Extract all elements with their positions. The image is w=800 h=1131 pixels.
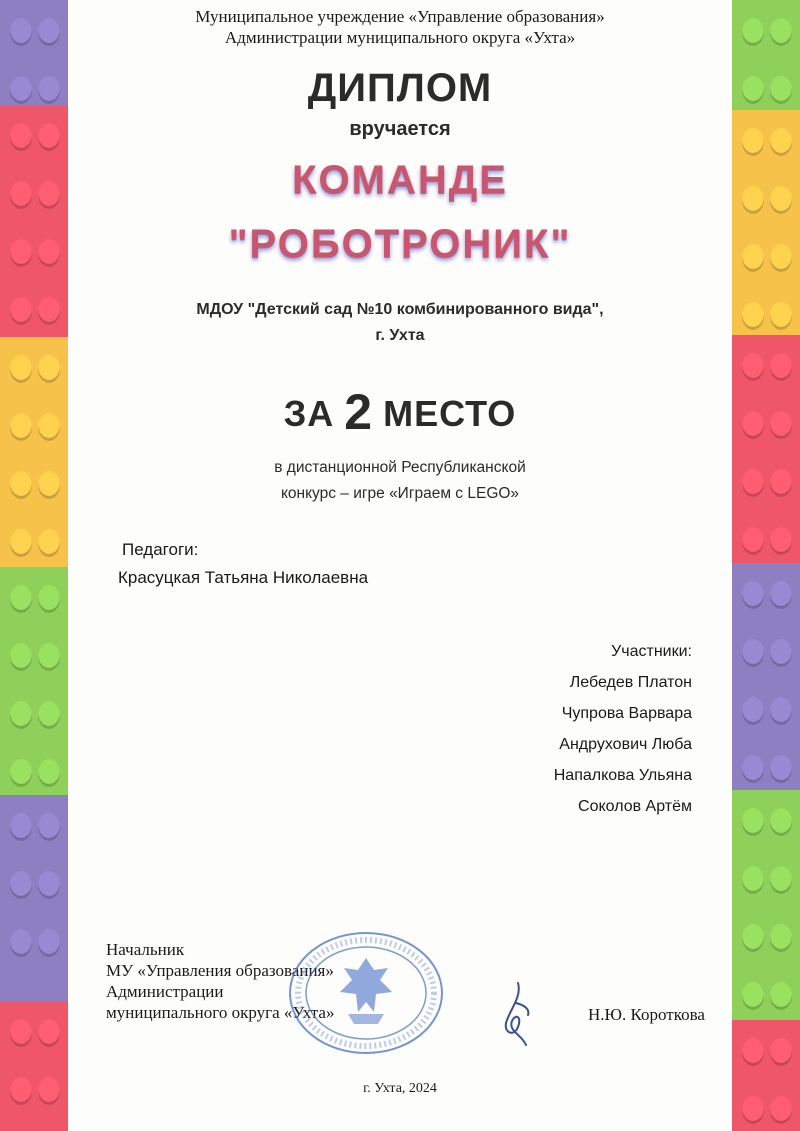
diploma-subtitle: вручается — [349, 118, 451, 140]
lego-stud — [10, 297, 32, 325]
lego-stud — [38, 471, 60, 499]
lego-stud — [10, 123, 32, 151]
participant-name: Лебедев Платон — [569, 674, 692, 691]
lego-stud — [38, 76, 60, 104]
place-prefix: ЗА — [283, 393, 335, 434]
lego-stud — [770, 866, 792, 894]
lego-stud — [10, 471, 32, 499]
lego-stud — [770, 1096, 792, 1124]
lego-border-left — [0, 0, 68, 1131]
lego-stud — [10, 643, 32, 671]
place-award — [68, 383, 732, 441]
team-line-1: КОМАНДЕ — [292, 158, 508, 202]
lego-stud — [10, 929, 32, 957]
lego-stud — [38, 355, 60, 383]
lego-stud — [770, 581, 792, 609]
lego-brick — [0, 795, 68, 1001]
lego-stud — [770, 639, 792, 667]
lego-border-right — [732, 0, 800, 1131]
lego-stud — [10, 701, 32, 729]
participants-label: Участники: — [611, 643, 692, 660]
signatory-line-4: муниципального округа «Ухта» — [106, 1003, 335, 1022]
participant-name: Андрухович Люба — [559, 736, 692, 753]
org-line-1: Муниципальное учреждение «Управление образования» — [195, 7, 605, 26]
lego-stud — [742, 1096, 764, 1124]
lego-stud — [742, 1038, 764, 1066]
lego-stud — [38, 585, 60, 613]
lego-stud — [770, 808, 792, 836]
lego-brick — [0, 1001, 68, 1131]
lego-stud — [742, 411, 764, 439]
lego-stud — [742, 186, 764, 214]
lego-stud — [770, 755, 792, 783]
lego-stud — [38, 1019, 60, 1047]
lego-brick — [732, 335, 800, 563]
school-name — [68, 297, 732, 349]
lego-stud — [10, 355, 32, 383]
lego-stud — [38, 297, 60, 325]
lego-stud — [10, 813, 32, 841]
lego-stud — [10, 239, 32, 267]
contest-line-1: в дистанционной Республиканской — [274, 459, 526, 476]
place-number: 2 — [344, 384, 374, 440]
lego-stud — [742, 302, 764, 330]
signatory-line-2: МУ «Управления образования» — [106, 961, 334, 980]
team-name: "РОБОТРОНИК" — [228, 222, 572, 266]
lego-stud — [742, 527, 764, 555]
lego-stud — [10, 529, 32, 557]
signatory-line-3: Администрации — [106, 982, 224, 1001]
lego-stud — [10, 871, 32, 899]
lego-brick — [732, 790, 800, 1020]
lego-stud — [770, 527, 792, 555]
lego-stud — [10, 181, 32, 209]
participant-name: Чупрова Варвара — [561, 705, 692, 722]
lego-stud — [770, 469, 792, 497]
lego-stud — [38, 871, 60, 899]
signatory-line-1: Начальник — [106, 940, 185, 959]
lego-stud — [770, 924, 792, 952]
lego-brick — [732, 0, 800, 110]
lego-stud — [770, 186, 792, 214]
lego-stud — [38, 239, 60, 267]
signer-name: Н.Ю. Короткова — [588, 1005, 705, 1024]
contest-description — [68, 455, 732, 507]
lego-stud — [38, 643, 60, 671]
lego-stud — [38, 759, 60, 787]
city-year: г. Ухта, 2024 — [363, 1081, 437, 1096]
lego-stud — [10, 1019, 32, 1047]
lego-stud — [770, 18, 792, 46]
organization-header — [68, 6, 732, 48]
lego-stud — [742, 924, 764, 952]
lego-stud — [742, 244, 764, 272]
lego-stud — [742, 581, 764, 609]
lego-stud — [742, 639, 764, 667]
lego-brick — [732, 110, 800, 335]
school-line-1: МДОУ "Детский сад №10 комбинированного вида", — [196, 301, 604, 318]
lego-stud — [38, 123, 60, 151]
lego-stud — [742, 18, 764, 46]
lego-stud — [10, 76, 32, 104]
lego-stud — [10, 413, 32, 441]
lego-stud — [770, 76, 792, 104]
lego-stud — [10, 18, 32, 46]
lego-stud — [38, 929, 60, 957]
lego-stud — [742, 469, 764, 497]
participant-name: Соколов Артём — [578, 798, 692, 815]
contest-line-2: конкурс – игре «Играем с LEGO» — [280, 485, 520, 502]
place-suffix: МЕСТО — [383, 393, 517, 434]
teacher-name: Красуцкая Татьяна Николаевна — [118, 568, 369, 587]
lego-brick — [732, 563, 800, 790]
lego-stud — [38, 813, 60, 841]
lego-brick — [0, 337, 68, 567]
lego-stud — [770, 244, 792, 272]
lego-brick — [0, 105, 68, 337]
official-stamp — [286, 928, 446, 1058]
lego-stud — [742, 76, 764, 104]
lego-brick — [732, 1020, 800, 1131]
lego-stud — [742, 755, 764, 783]
lego-stud — [770, 697, 792, 725]
lego-stud — [742, 353, 764, 381]
lego-stud — [38, 181, 60, 209]
lego-stud — [38, 413, 60, 441]
lego-stud — [770, 353, 792, 381]
school-line-2: г. Ухта — [375, 327, 425, 344]
lego-stud — [742, 866, 764, 894]
handwritten-signature — [488, 975, 548, 1055]
lego-stud — [770, 1038, 792, 1066]
teachers-label: Педагоги: — [122, 540, 199, 559]
lego-brick — [0, 0, 68, 105]
lego-stud — [38, 701, 60, 729]
lego-stud — [770, 982, 792, 1010]
lego-stud — [742, 808, 764, 836]
lego-brick — [0, 567, 68, 795]
participants-list — [554, 636, 692, 822]
lego-stud — [38, 529, 60, 557]
lego-stud — [770, 302, 792, 330]
org-line-2: Администрации муниципального округа «Ухта» — [224, 28, 576, 47]
lego-stud — [742, 128, 764, 156]
lego-stud — [10, 759, 32, 787]
participant-name: Напалкова Ульяна — [553, 767, 692, 784]
lego-stud — [770, 128, 792, 156]
lego-stud — [770, 411, 792, 439]
lego-stud — [10, 585, 32, 613]
lego-stud — [38, 18, 60, 46]
lego-stud — [742, 697, 764, 725]
diploma-title: ДИПЛОМ — [307, 66, 493, 110]
lego-stud — [742, 982, 764, 1010]
